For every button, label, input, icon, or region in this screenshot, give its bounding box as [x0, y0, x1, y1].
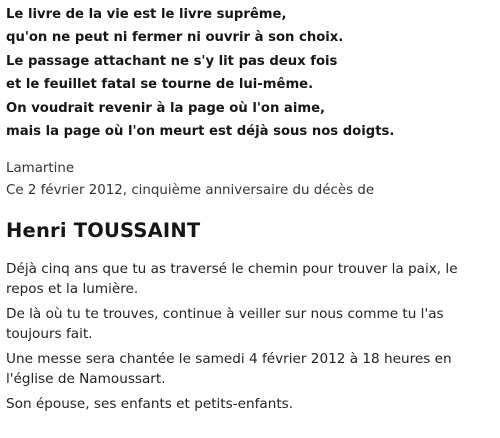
- paragraph: Son épouse, ses enfants et petits-enfants.: [6, 396, 294, 413]
- poem-author: Lamartine: [6, 161, 75, 177]
- poem-line: mais la page où l'on meurt est déjà sous nos doigts.: [6, 124, 395, 140]
- deceased-name: Henri TOUSSAINT: [6, 219, 201, 243]
- poem-line: Le livre de la vie est le livre suprême,: [6, 7, 287, 22]
- paragraph: De là où tu te trouves, continue à veiller sur nous comme tu l'as toujours fait.: [6, 306, 444, 343]
- paragraph: Déjà cinq ans que tu as traversé le chemin pour trouver la paix, le repos et la lumière.: [6, 261, 458, 298]
- poem: [6, 3, 492, 143]
- poem-line: et le feuillet fatal se tourne de lui-même.: [6, 77, 314, 93]
- paragraph: Une messe sera chantée le samedi 4 février 2012 à 18 heures en l'église de Namoussart.: [6, 351, 452, 388]
- intro-text: Ce 2 février 2012, cinquième anniversaire du décès de: [6, 183, 375, 199]
- poem-line: On voudrait revenir à la page où l'on aime,: [6, 100, 326, 116]
- poem-line: qu'on ne peut ni fermer ni ouvrir à son choix.: [6, 30, 344, 46]
- poem-line: Le passage attachant ne s'y lit pas deux fois: [6, 53, 338, 69]
